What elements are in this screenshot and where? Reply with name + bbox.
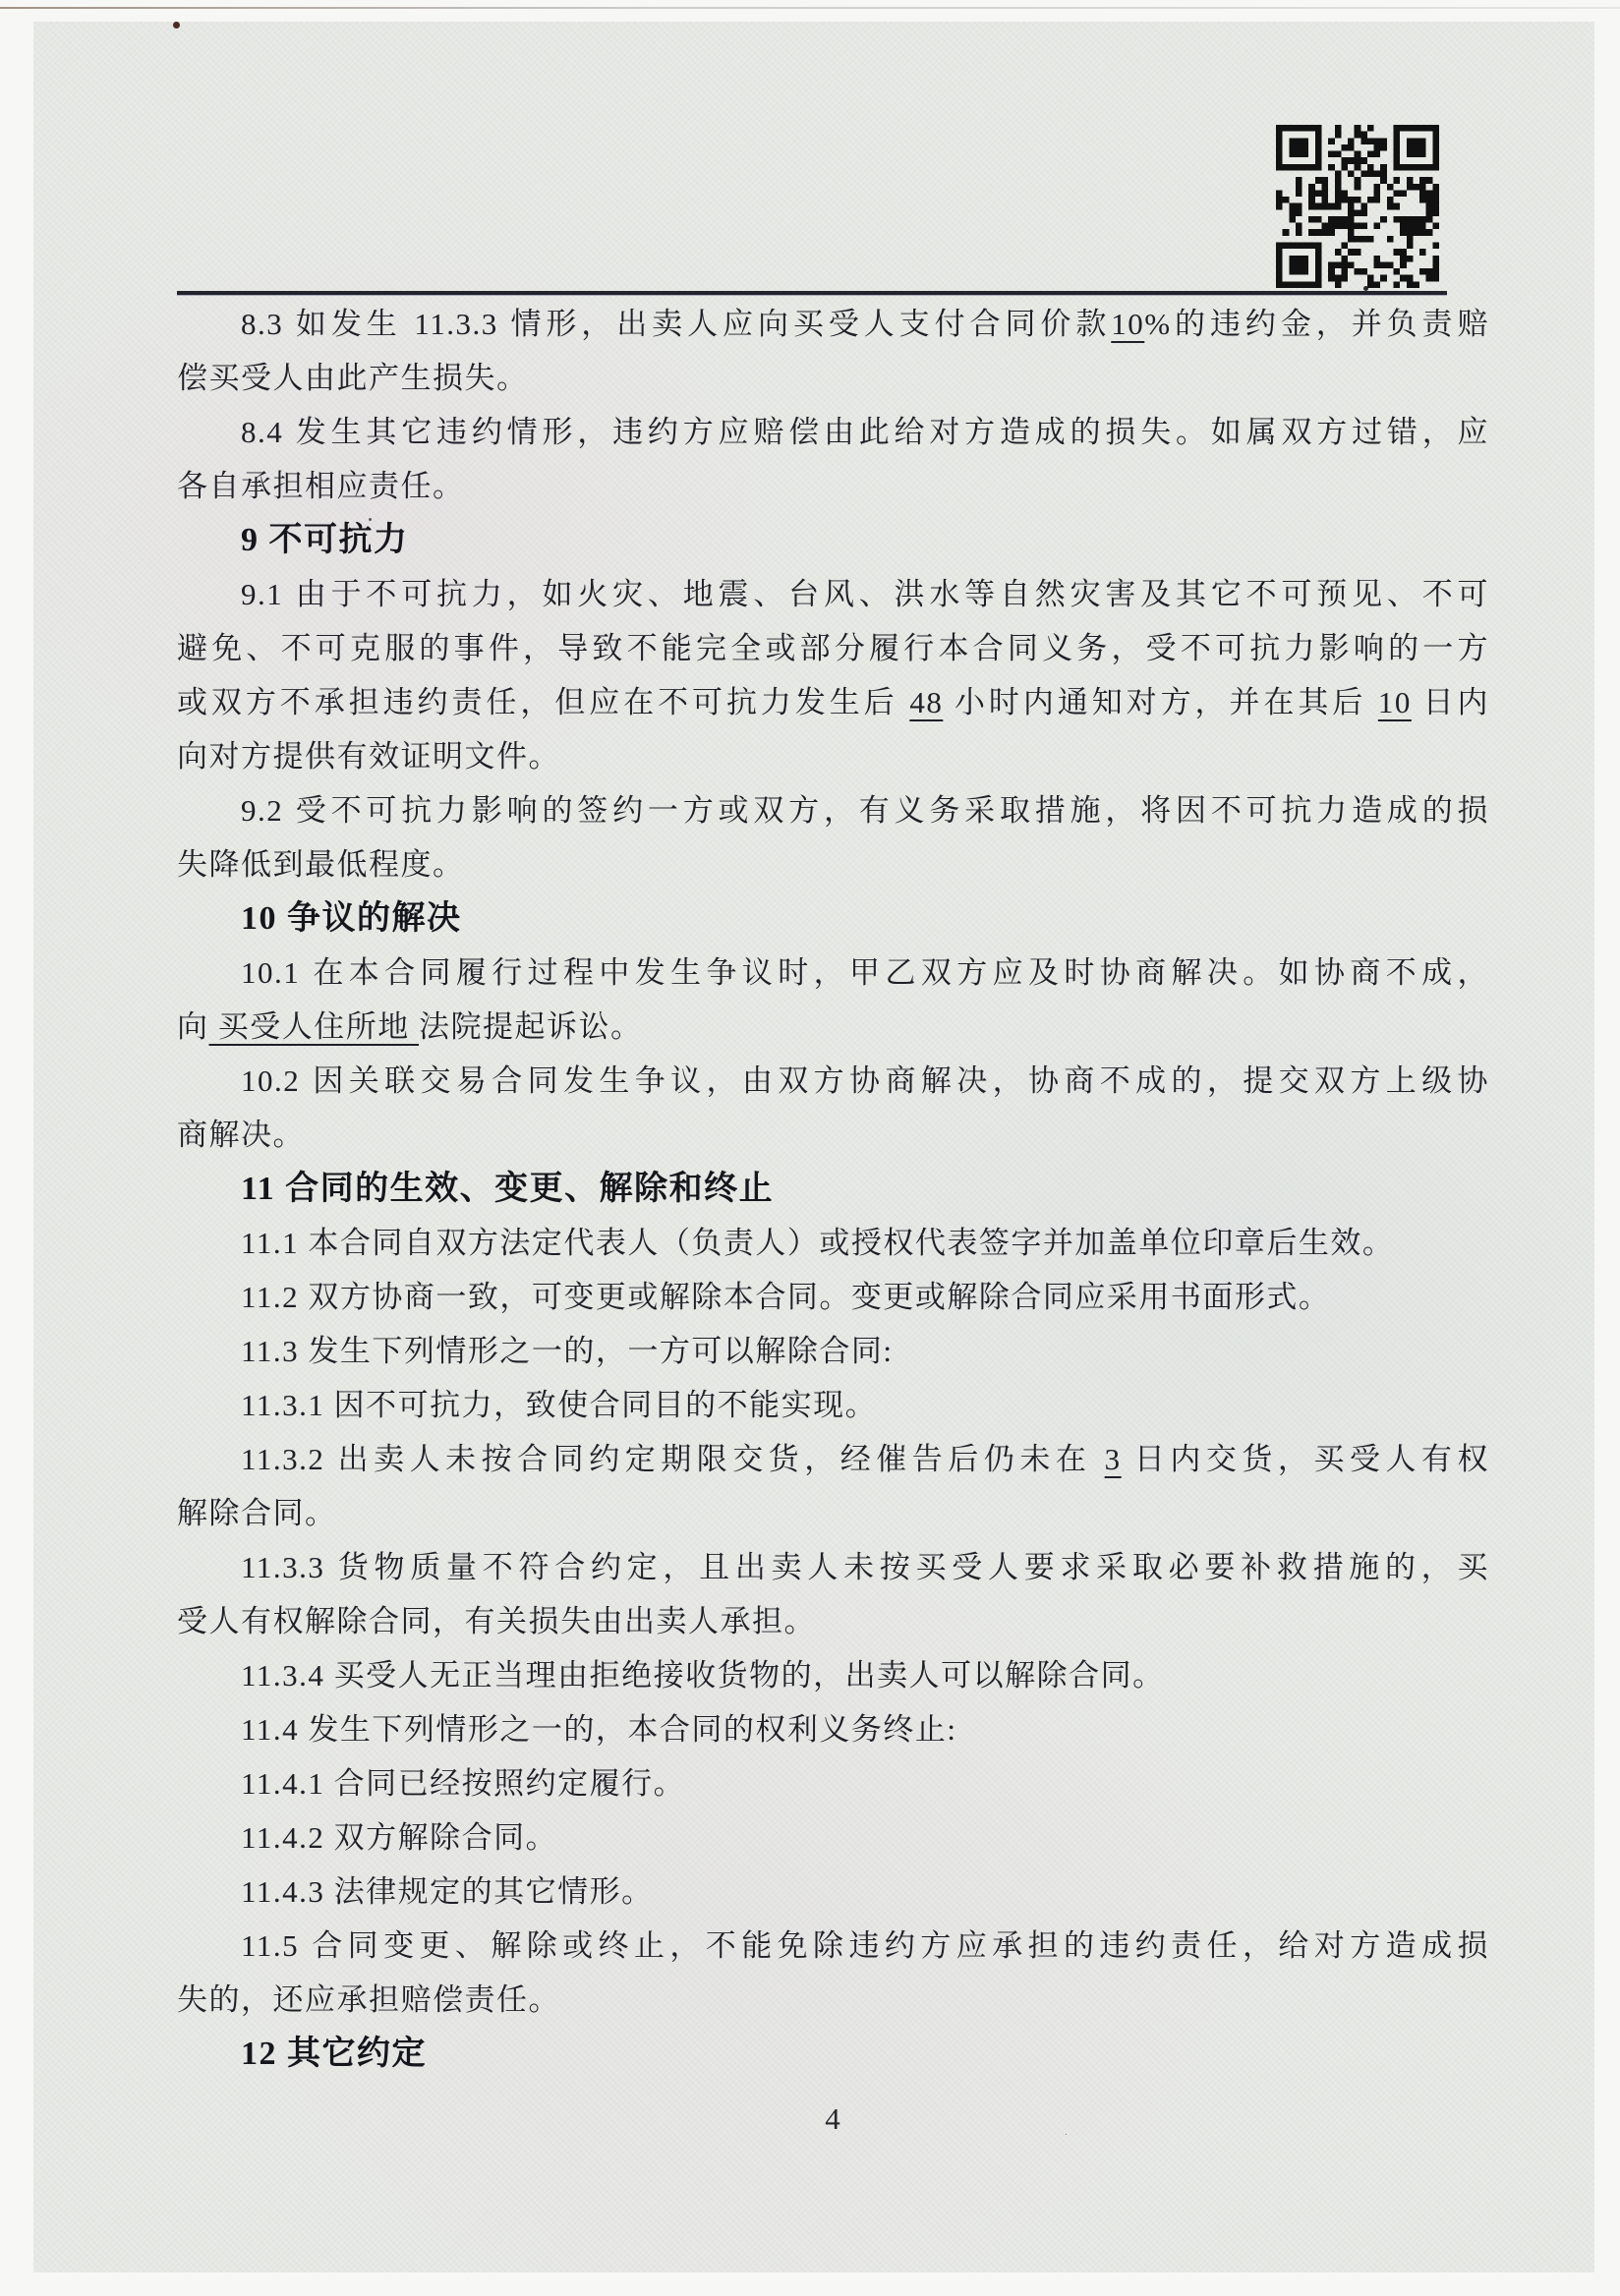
text-line: 失的，还应承担赔偿责任。 [177, 1982, 560, 2017]
clause-11-2 [177, 1270, 1489, 1324]
heading-12 [177, 2027, 1489, 2081]
qr-code-icon [1276, 125, 1439, 288]
scan-speck [173, 22, 180, 29]
text-line: 或双方不承担违约责任，但应在不可抗力发生后 48 小时内通知对方，并在其后 10 日内 [177, 685, 1490, 719]
clause-11-1 [177, 1216, 1489, 1270]
text-line: 各自承担相应责任。 [177, 469, 465, 503]
underlined-value: 48 [909, 685, 944, 719]
text-line: 11.3.4 买受人无正当理由拒绝接收货物的，出卖人可以解除合同。 [241, 1658, 1165, 1693]
text-line: 10 争议的解决 [241, 900, 462, 937]
text-line: 11.4.3 法律规定的其它情形。 [241, 1874, 654, 1909]
text-line: 向 买受人住所地 法院提起诉讼。 [177, 1009, 643, 1044]
text-line: 11.5 合同变更、解除或终止，不能免除违约方应承担的违约责任，给对方造成损 [241, 1928, 1489, 1963]
text-line: 商解决。 [177, 1118, 305, 1152]
clause-11-4-1 [177, 1756, 1489, 1810]
text-line: 11.2 双方协商一致，可变更或解除本合同。变更或解除合同应采用书面形式。 [241, 1280, 1331, 1314]
text-line: 受人有权解除合同，有关损失由出卖人承担。 [177, 1604, 816, 1638]
text-line: 11.3 发生下列情形之一的，一方可以解除合同: [241, 1334, 894, 1368]
clause-11-4-3 [177, 1865, 1489, 1919]
clause-9-2 [177, 783, 1489, 891]
header-rule [177, 291, 1447, 295]
clause-9-1 [177, 567, 1489, 783]
text-line: 向对方提供有效证明文件。 [177, 739, 560, 774]
clause-11-3 [177, 1324, 1489, 1378]
text-line: 避免、不可克服的事件，导致不能完全或部分履行本合同义务，受不可抗力影响的一方 [177, 631, 1489, 665]
text-line: 11.3.3 货物质量不符合约定，且出卖人未按买受人要求采取必要补救措施的，买 [241, 1550, 1489, 1584]
contract-body [177, 297, 1489, 2081]
clause-11-3-3 [177, 1540, 1489, 1648]
text-line: 9.2 受不可抗力影响的签约一方或双方，有义务采取措施，将因不可抗力造成的损 [241, 793, 1489, 828]
clause-11-4-2 [177, 1810, 1489, 1865]
text-line: 解除合同。 [177, 1496, 337, 1530]
text-line: 10.1 在本合同履行过程中发生争议时，甲乙双方应及时协商解决。如协商不成， [241, 955, 1489, 990]
clause-11-3-2 [177, 1432, 1489, 1540]
text-line: 9.1 由于不可抗力，如火灾、地震、台风、洪水等自然灾害及其它不可预见、不可 [241, 577, 1489, 611]
text-line: 12 其它约定 [241, 2036, 427, 2072]
clause-11-3-1 [177, 1378, 1489, 1432]
underlined-value: 3 [1104, 1442, 1122, 1476]
text-line: 10.2 因关联交易合同发生争议，由双方协商解决，协商不成的，提交双方上级协 [241, 1063, 1489, 1098]
clause-8-4 [177, 405, 1489, 513]
underlined-value: 10 [1111, 307, 1145, 341]
heading-9 [177, 513, 1489, 567]
scan-edge-artifact [0, 7, 1620, 9]
text-line: 11 合同的生效、变更、解除和终止 [241, 1171, 775, 1207]
heading-10 [177, 891, 1489, 946]
text-line: 11.4.1 合同已经按照约定履行。 [241, 1766, 686, 1801]
heading-11 [177, 1162, 1489, 1216]
clause-11-5 [177, 1919, 1489, 2027]
text-line: 失降低到最低程度。 [177, 847, 465, 882]
clause-11-4 [177, 1702, 1489, 1756]
text-line: 11.4.2 双方解除合同。 [241, 1820, 558, 1855]
text-line: 8.4 发生其它违约情形，违约方应赔偿由此给对方造成的损失。如属双方过错，应 [241, 415, 1489, 449]
text-line: 11.3.2 出卖人未按合同约定期限交货，经催告后仍未在 3 日内交货，买受人有权 [241, 1442, 1489, 1476]
text-line: 9 不可抗力 [241, 522, 409, 558]
clause-11-3-4 [177, 1648, 1489, 1702]
text-line: 11.4 发生下列情形之一的，本合同的权利义务终止: [241, 1712, 957, 1747]
text-line: 11.3.1 因不可抗力，致使合同目的不能实现。 [241, 1388, 878, 1422]
underlined-value: 买受人住所地 [208, 1009, 419, 1044]
page-number: 4 [825, 2101, 841, 2136]
underlined-value: 10 [1377, 685, 1412, 719]
clause-10-2 [177, 1054, 1489, 1162]
text-line: 偿买受人由此产生损失。 [177, 361, 529, 395]
text-line: 11.1 本合同自双方法定代表人（负责人）或授权代表签字并加盖单位印章后生效。 [241, 1226, 1395, 1260]
clause-8-3 [177, 297, 1489, 405]
clause-10-1 [177, 946, 1489, 1054]
text-line: 8.3 如发生 11.3.3 情形，出卖人应向买受人支付合同价款10%的违约金，并负责赔 [241, 307, 1489, 341]
